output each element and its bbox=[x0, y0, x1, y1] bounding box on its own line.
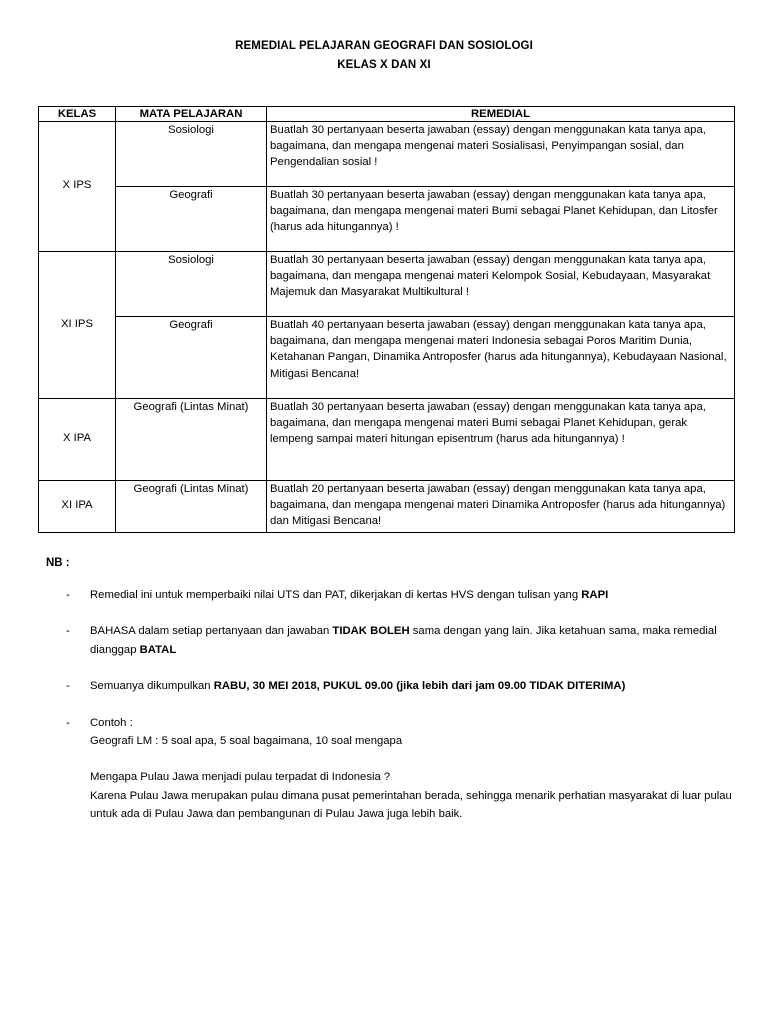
list-dash: - bbox=[66, 680, 70, 693]
remedial-cell: Buatlah 20 pertanyaan beserta jawaban (essay) dengan menggunakan kata tanya apa, bagaimana, dan mengapa mengenai materi Dinamika Antroposfer (harus ada hitungannya) dan Mitigasi Bencana! bbox=[267, 481, 735, 533]
kelas-cell: X IPA bbox=[39, 399, 116, 481]
note-bold: RABU, 30 MEI 2018, PUKUL 09.00 (jika lebih dari jam 09.00 TIDAK DITERIMA) bbox=[213, 680, 626, 693]
note-bold: TIDAK BOLEH bbox=[332, 625, 410, 638]
contoh-label: Contoh : bbox=[90, 716, 133, 729]
nb-label: NB : bbox=[46, 557, 70, 569]
note-text: Remedial ini untuk memperbaiki nilai UTS dan PAT, dikerjakan di kertas HVS dengan tulisan yang bbox=[90, 589, 582, 601]
header-kelas: KELAS bbox=[39, 107, 116, 122]
list-dash: - bbox=[66, 716, 70, 729]
table-row bbox=[39, 122, 735, 187]
remedial-cell: Buatlah 30 pertanyaan beserta jawaban (essay) dengan menggunakan kata tanya apa, bagaimana, dan mengapa mengenai materi Bumi sebagai Planet Kehidupan, gerak lempeng sampai materi hitungan episentrum (harus ada hitungannya) ! bbox=[267, 399, 735, 481]
mapel-cell: Sosiologi bbox=[116, 122, 267, 187]
note-text: Semuanya dikumpulkan bbox=[90, 680, 214, 693]
document-title: REMEDIAL PELAJARAN GEOGRAFI DAN SOSIOLOGI bbox=[235, 40, 533, 52]
note-text: BAHASA dalam setiap pertanyaan dan jawaban bbox=[90, 625, 333, 638]
mapel-cell: Geografi (Lintas Minat) bbox=[116, 399, 267, 481]
table-row bbox=[39, 187, 735, 252]
remedial-cell: Buatlah 30 pertanyaan beserta jawaban (essay) dengan menggunakan kata tanya apa, bagaimana, dan mengapa mengenai materi Bumi sebagai Planet Kehidupan, dan Litosfer (harus ada hitungannya) ! bbox=[267, 187, 735, 252]
list-dash: - bbox=[66, 589, 70, 601]
contoh-question: Mengapa Pulau Jawa menjadi pulau terpadat di Indonesia ? bbox=[90, 771, 391, 784]
mapel-cell: Geografi (Lintas Minat) bbox=[116, 481, 267, 533]
kelas-cell: XI IPA bbox=[39, 481, 116, 533]
header-mata-pelajaran: MATA PELAJARAN bbox=[116, 107, 267, 122]
list-dash: - bbox=[66, 625, 70, 638]
remedial-table bbox=[38, 106, 735, 533]
header-remedial: REMEDIAL bbox=[267, 107, 735, 122]
list-item bbox=[66, 714, 734, 824]
list-item bbox=[66, 622, 734, 659]
note-bold: RAPI bbox=[581, 589, 609, 601]
mapel-cell: Geografi bbox=[116, 317, 267, 399]
kelas-cell: XI IPS bbox=[39, 252, 116, 399]
contoh-line: Geografi LM : 5 soal apa, 5 soal bagaimana, 10 soal mengapa bbox=[90, 735, 403, 748]
table-row bbox=[39, 252, 735, 317]
remedial-cell: Buatlah 30 pertanyaan beserta jawaban (essay) dengan menggunakan kata tanya apa, bagaimana, dan mengapa mengenai materi Kelompok Sosial, Kebudayaan, Masyarakat Majemuk dan Masyarakat Multikultural ! bbox=[267, 252, 735, 317]
note-bold: BATAL bbox=[139, 643, 177, 656]
table-header-row bbox=[39, 107, 735, 122]
kelas-cell: X IPS bbox=[39, 122, 116, 252]
remedial-cell: Buatlah 40 pertanyaan beserta jawaban (essay) dengan menggunakan kata tanya apa, bagaimana, dan mengapa mengenai materi Indonesia sebagai Poros Maritim Dunia, Ketahanan Pangan, Dinamika Antroposfer (harus ada hitungannya), Kebudayaan Nasional, Mitigasi Bencana! bbox=[267, 317, 735, 399]
table-row bbox=[39, 317, 735, 399]
mapel-cell: Sosiologi bbox=[116, 252, 267, 317]
document-subtitle: KELAS X DAN XI bbox=[337, 59, 431, 71]
note-text: sama dengan yang lain. Jika ketahuan sama, maka remedial dianggap bbox=[90, 625, 717, 656]
list-item bbox=[66, 677, 734, 695]
notes-list bbox=[66, 586, 734, 842]
mapel-cell: Geografi bbox=[116, 187, 267, 252]
table-row bbox=[39, 399, 735, 481]
contoh-answer: Karena Pulau Jawa merupakan pulau dimana pusat pemerintahan berada, sehingga menarik perhatian masyarakat di luar pulau untuk ada di Pulau Jawa dan pembangunan di Pulau Jawa juga lebih baik. bbox=[90, 789, 732, 821]
table-row bbox=[39, 481, 735, 533]
list-item bbox=[66, 586, 734, 604]
remedial-cell: Buatlah 30 pertanyaan beserta jawaban (essay) dengan menggunakan kata tanya apa, bagaimana, dan mengapa mengenai materi Sosialisasi, Penyimpangan sosial, dan Pengendalian sosial ! bbox=[267, 122, 735, 187]
